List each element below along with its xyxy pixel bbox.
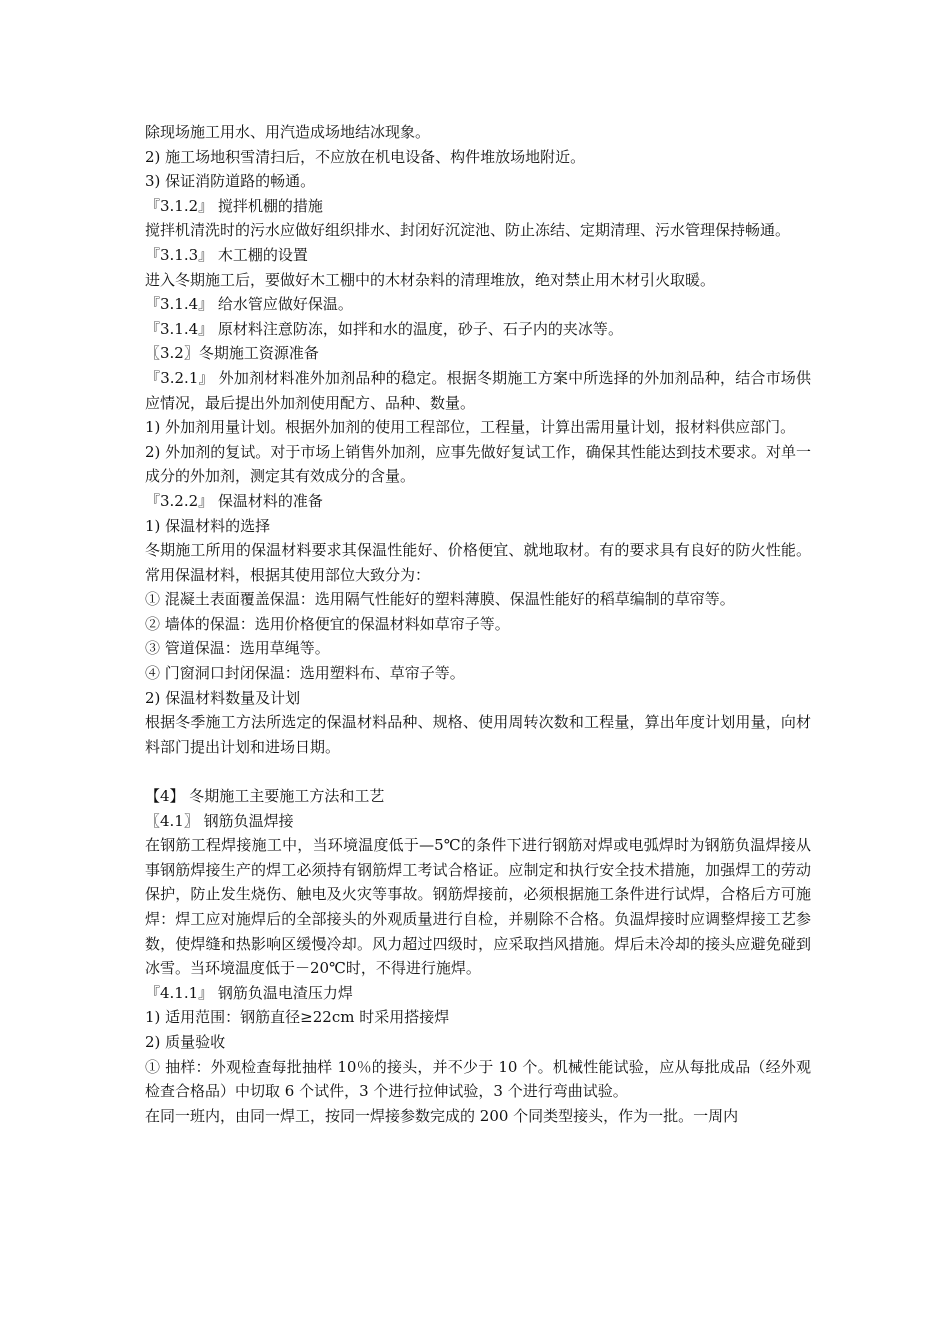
- paragraph: 冬期施工所用的保温材料要求其保温性能好、价格便宜、就地取材。有的要求具有良好的防火性能。常用保温材料，根据其使用部位大致分为：: [145, 541, 811, 584]
- section-heading: 『4.1.1』 钢筋负温电渣压力焊: [145, 983, 353, 1002]
- blank-line: [145, 759, 811, 784]
- section-heading: 『3.1.4』 给水管应做好保温。: [145, 295, 353, 314]
- paragraph: 2) 外加剂的复试。对于市场上销售外加剂，应事先做好复试工作，确保其性能达到技术要求。对单一成分的外加剂，测定其有效成分的含量。: [145, 442, 811, 486]
- paragraph: 1) 保温材料的选择: [145, 516, 271, 535]
- paragraph: 『3.2.1』 外加剂材料准外加剂品种的稳定。根据冬期施工方案中所选择的外加剂品种，结合市场供应情况，最后提出外加剂使用配方、品种、数量。: [145, 368, 811, 412]
- section-heading: 〖4.1〗 钢筋负温焊接: [145, 811, 294, 830]
- paragraph: 根据冬季施工方法所选定的保温材料品种、规格、使用周转次数和工程量，算出年度计划用量，向材料部门提出计划和进场日期。: [145, 713, 811, 756]
- paragraph: 搅拌机清洗时的污水应做好组织排水、封闭好沉淀池、防止冻结、定期清理、污水管理保持畅通。: [145, 221, 791, 240]
- paragraph: 1) 外加剂用量计划。根据外加剂的使用工程部位，工程量，计算出需用量计划，报材料供应部门。: [145, 418, 796, 437]
- section-heading: 『3.2.2』 保温材料的准备: [145, 491, 323, 510]
- paragraph: 3) 保证消防道路的畅通。: [145, 172, 316, 191]
- list-item: ③ 管道保温：选用草绳等。: [145, 639, 330, 658]
- paragraph: 1) 适用范围：钢筋直径≥22cm 时采用搭接焊: [145, 1008, 450, 1027]
- list-item: ④ 门窗洞口封闭保温：选用塑料布、草帘子等。: [145, 664, 465, 683]
- section-heading: 『3.1.4』 原材料注意防冻，如拌和水的温度，砂子、石子内的夹冰等。: [145, 319, 623, 338]
- paragraph: 在钢筋工程焊接施工中，当环境温度低于—5℃的条件下进行钢筋对焊或电弧焊时为钢筋负温焊接从事钢筋焊接生产的焊工必须持有钢筋焊工考试合格证。应制定和执行安全技术措施，加强焊工的劳动保护，防止发生烧伤、触电及火灾等事故。钢筋焊接前，必须根据施工条件进行试焊，合格后方可施焊：焊工应对施焊后的全部接头的外观质量进行自检，并剔除不合格。负温焊接时应调整焊接工艺参数，使焊缝和热影响区缓慢冷却。风力超过四级时，应采取挡风措施。焊后未冷却的接头应避免碰到冰雪。当环境温度低于－20℃时，不得进行施焊。: [145, 836, 811, 978]
- list-item: ② 墙体的保温：选用价格便宜的保温材料如草帘子等。: [145, 614, 510, 633]
- section-heading: 『3.1.3』 木工棚的设置: [145, 245, 308, 264]
- paragraph: 进入冬期施工后，要做好木工棚中的木材杂料的清理堆放，绝对禁止用木材引火取暖。: [145, 270, 716, 289]
- paragraph: 2) 施工场地积雪清扫后，不应放在机电设备、构件堆放场地附近。: [145, 147, 586, 166]
- list-item: ① 混凝土表面覆盖保温：选用隔气性能好的塑料薄膜、保温性能好的稻草编制的草帘等。: [145, 590, 735, 609]
- section-heading: 〖3.2〗冬期施工资源准备: [145, 344, 319, 363]
- list-item: ① 抽样：外观检查每批抽样 10％的接头，并不少于 10 个。机械性能试验，应从每批成品（经外观检查合格品）中切取 6 个试件，3 个进行拉伸试验，3 个进行弯曲试验。: [145, 1057, 811, 1101]
- paragraph: 除现场施工用水、用汽造成场地结冰现象。: [145, 123, 431, 141]
- chapter-heading: 【4】 冬期施工主要施工方法和工艺: [145, 787, 385, 806]
- paragraph: 在同一班内，由同一焊工，按同一焊接参数完成的 200 个同类型接头，作为一批。一周内: [145, 1106, 739, 1125]
- section-heading: 『3.1.2』 搅拌机棚的措施: [145, 196, 323, 215]
- document-page: [145, 120, 811, 1128]
- paragraph: 2) 保温材料数量及计划: [145, 688, 301, 707]
- paragraph: 2) 质量验收: [145, 1032, 226, 1051]
